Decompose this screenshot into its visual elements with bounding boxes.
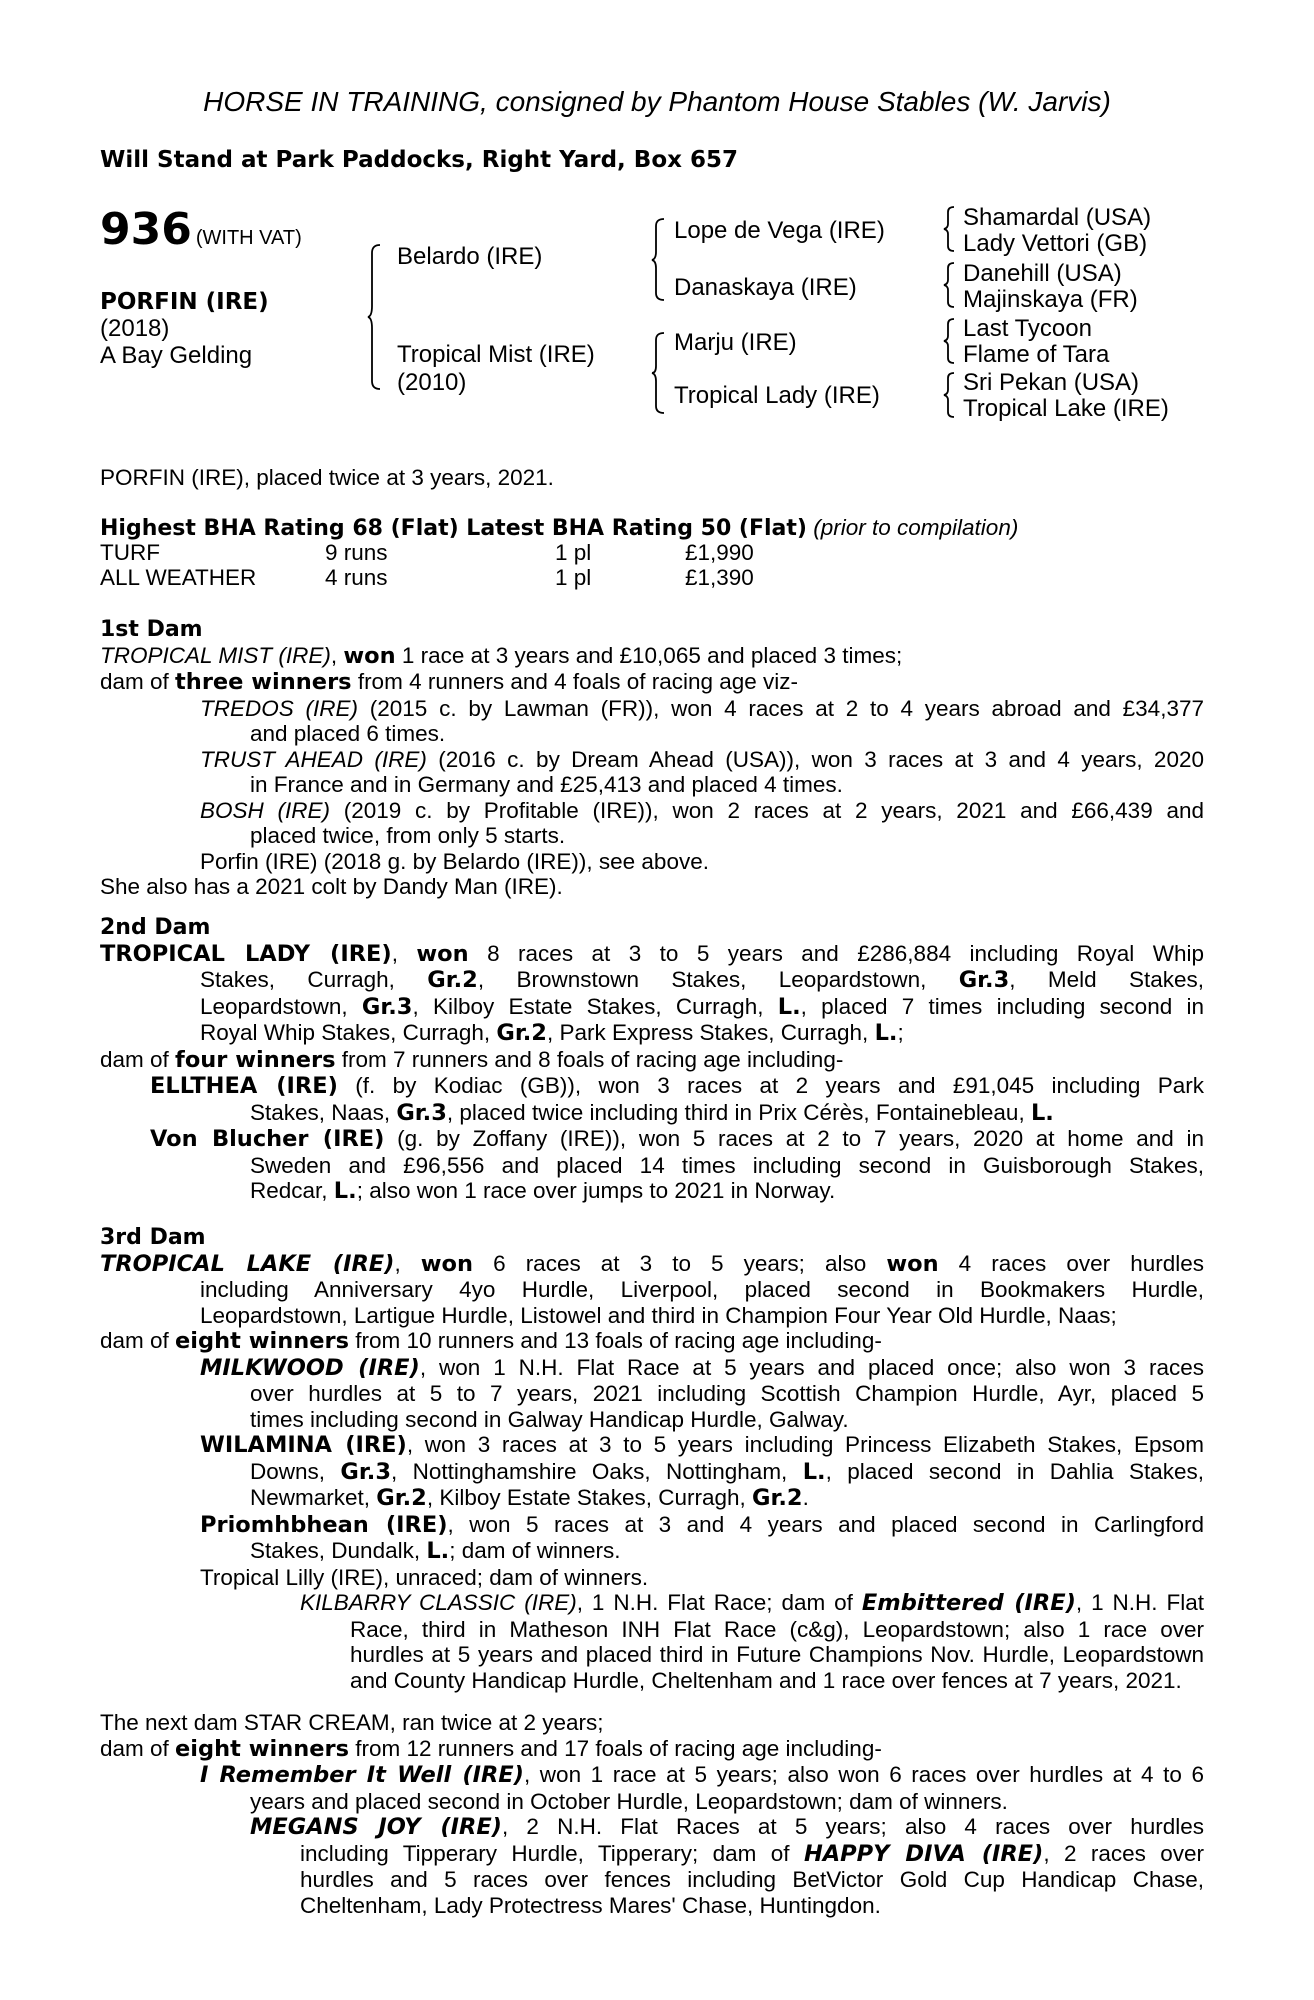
stand-location: Will Stand at Park Paddocks, Right Yard, Box 657	[100, 147, 738, 173]
dam-year: (2010)	[397, 369, 467, 396]
vat-note: (WITH VAT)	[195, 227, 302, 249]
text-line: ELLTHEA (IRE) (f. by Kodiac (GB)), won 3 races at 2 years and £91,045 including Park	[150, 1073, 1204, 1099]
second-dam-section	[100, 915, 1204, 1205]
brace-sire-parents	[652, 218, 666, 301]
text-line: including Tipperary Hurdle, Tipperary; dam of HAPPY DIVA (IRE), 2 races over	[300, 1840, 1205, 1867]
text-line: She also has a 2021 colt by Dandy Man (IRE).	[100, 874, 563, 899]
lot-number: 936	[100, 204, 192, 255]
text-line: Stakes, Curragh, Gr.2, Brownstown Stakes, Leopardstown, Gr.3, Meld Stakes,	[200, 967, 1205, 993]
text-line: Sweden and £96,556 and placed 14 times including second in Guisborough Stakes,	[250, 1152, 1204, 1178]
text-line: I Remember It Well (IRE), won 1 race at 5 years; also won 6 races over hurdles at 4 to 6	[200, 1762, 1204, 1788]
ancestor-1: Shamardal (USA)	[963, 204, 1152, 231]
brace-dam-parents	[652, 332, 666, 414]
text-line: Leopardstown, Lartigue Hurdle, Listowel and third in Champion Four Year Old Hurdle, Naas;	[200, 1302, 1117, 1328]
text-line: Priomhbhean (IRE), won 5 races at 3 and 4 years and placed second in Carlingford	[200, 1511, 1204, 1538]
ancestor-6: Flame of Tara	[963, 341, 1110, 368]
text-line: in France and in Germany and £25,413 and placed 4 times.	[250, 772, 843, 797]
text-line: Stakes, Naas, Gr.3, placed twice including third in Prix Cérès, Fontainebleau, L.	[250, 1099, 1054, 1126]
text-line: times including second in Galway Handicap Hurdle, Galway.	[250, 1406, 849, 1432]
horse-description: A Bay Gelding	[100, 342, 253, 369]
text-line: Leopardstown, Gr.3, Kilboy Estate Stakes, Curragh, L., placed 7 times including second in	[200, 993, 1205, 1020]
sire-sire: Lope de Vega (IRE)	[674, 217, 885, 244]
text-line: dam of three winners from 4 runners and 4 foals of racing age viz-	[100, 669, 799, 695]
text-line: Royal Whip Stakes, Curragh, Gr.2, Park Express Stakes, Curragh, L.;	[200, 1020, 904, 1046]
text-line: placed twice, from only 5 starts.	[250, 823, 566, 848]
section-heading: 2nd Dam	[100, 915, 211, 940]
ancestor-8: Tropical Lake (IRE)	[963, 395, 1169, 422]
sire-dam: Danaskaya (IRE)	[674, 274, 857, 301]
text-line: Tropical Lilly (IRE), unraced; dam of winners.	[200, 1564, 649, 1590]
text-line: Stakes, Dundalk, L.; dam of winners.	[250, 1538, 621, 1564]
next-dam-section	[100, 1710, 1204, 1918]
record-surface: TURF	[100, 540, 160, 565]
record-surface: ALL WEATHER	[100, 565, 257, 590]
text-line: TROPICAL LADY (IRE), won 8 races at 3 to 5 years and £286,884 including Royal Whip	[100, 940, 1205, 967]
text-line: TROPICAL MIST (IRE), won 1 race at 3 years and £10,065 and placed 3 times;	[100, 642, 903, 669]
text-line: dam of eight winners from 12 runners and 17 foals of racing age including-	[100, 1735, 882, 1762]
brace-g2	[944, 262, 956, 308]
brace-g3	[944, 318, 956, 364]
sire-name: Belardo (IRE)	[397, 243, 543, 270]
text-line: Race, third in Matheson INH Flat Race (c&g), Leopardstown; also 1 race over	[350, 1616, 1204, 1642]
horse-name: PORFIN (IRE)	[100, 289, 269, 315]
text-line: TROPICAL LAKE (IRE), won 6 races at 3 to 5 years; also won 4 races over hurdles	[100, 1250, 1204, 1277]
record-runs: 4 runs	[325, 565, 388, 590]
text-line: hurdles at 5 years and placed third in Future Champions Nov. Hurdle, Leopardstown	[350, 1642, 1204, 1667]
race-summary: PORFIN (IRE), placed twice at 3 years, 2021.	[100, 465, 554, 490]
text-line: Redcar, L.; also won 1 race over jumps to 2021 in Norway.	[250, 1178, 836, 1204]
text-line: over hurdles at 5 to 7 years, 2021 including Scottish Champion Hurdle, Ayr, placed 5	[250, 1381, 1204, 1406]
record-earnings: £1,990	[685, 540, 754, 565]
first-dam-section	[100, 617, 1204, 900]
lot-number-line	[100, 205, 302, 255]
brace-sire-dam	[368, 244, 382, 390]
dam-dam: Tropical Lady (IRE)	[674, 382, 880, 409]
text-line: TRUST AHEAD (IRE) (2016 c. by Dream Ahead (USA)), won 3 races at 3 and 4 years, 2020	[200, 746, 1204, 772]
ratings-heading: Highest BHA Rating 68 (Flat) Latest BHA Rating 50 (Flat)	[100, 516, 807, 541]
record-runs: 9 runs	[325, 540, 388, 565]
text-line: Downs, Gr.3, Nottinghamshire Oaks, Nottingham, L., placed second in Dahlia Stakes,	[250, 1458, 1204, 1485]
record-placed: 1 pl	[555, 565, 592, 590]
text-line: TREDOS (IRE) (2015 c. by Lawman (FR)), won 4 races at 2 to 4 years abroad and £34,377	[200, 695, 1204, 721]
record-placed: 1 pl	[555, 540, 592, 565]
text-line: Newmarket, Gr.2, Kilboy Estate Stakes, Curragh, Gr.2.	[250, 1485, 809, 1511]
text-line: MILKWOOD (IRE), won 1 N.H. Flat Race at 5 years and placed once; also won 3 races	[200, 1354, 1204, 1381]
text-line: years and placed second in October Hurdle, Leopardstown; dam of winners.	[250, 1788, 1008, 1814]
text-line: BOSH (IRE) (2019 c. by Profitable (IRE)), won 2 races at 2 years, 2021 and £66,439 and	[200, 797, 1204, 823]
text-line: The next dam STAR CREAM, ran twice at 2 years;	[100, 1710, 604, 1735]
text-line: including Anniversary 4yo Hurdle, Liverpool, placed second in Bookmakers Hurdle,	[200, 1277, 1204, 1302]
brace-g1	[944, 206, 956, 252]
bha-ratings	[100, 515, 1018, 542]
text-line: Von Blucher (IRE) (g. by Zoffany (IRE)), won 5 races at 2 to 7 years, 2020 at home and in	[150, 1126, 1204, 1152]
text-line: and placed 6 times.	[250, 721, 446, 746]
brace-g4	[944, 372, 956, 418]
dam-name: Tropical Mist (IRE)	[397, 341, 595, 368]
text-line: hurdles and 5 races over fences including BetVictor Gold Cup Handicap Chase,	[300, 1867, 1204, 1892]
ancestor-4: Majinskaya (FR)	[963, 286, 1138, 313]
section-heading: 3rd Dam	[100, 1225, 206, 1250]
section-heading: 1st Dam	[100, 617, 203, 642]
text-line: MEGANS JOY (IRE), 2 N.H. Flat Races at 5 years; also 4 races over hurdles	[250, 1814, 1205, 1840]
dam-sire: Marju (IRE)	[674, 329, 797, 356]
record-earnings: £1,390	[685, 565, 754, 590]
text-line: dam of four winners from 7 runners and 8 foals of racing age including-	[100, 1046, 844, 1073]
text-line: Cheltenham, Lady Protectress Mares' Chase, Huntingdon.	[300, 1892, 881, 1918]
foaling-year: (2018)	[100, 315, 170, 342]
ratings-note: (prior to compilation)	[813, 515, 1019, 540]
consignment-title: HORSE IN TRAINING, consigned by Phantom House Stables (W. Jarvis)	[203, 86, 1111, 117]
ancestor-2: Lady Vettori (GB)	[963, 230, 1148, 257]
text-line: dam of eight winners from 10 runners and 13 foals of racing age including-	[100, 1328, 882, 1354]
text-line: KILBARRY CLASSIC (IRE), 1 N.H. Flat Race; dam of Embittered (IRE), 1 N.H. Flat	[300, 1590, 1204, 1616]
ancestor-5: Last Tycoon	[963, 315, 1092, 342]
ancestor-3: Danehill (USA)	[963, 260, 1122, 287]
third-dam-section	[100, 1225, 1204, 1693]
text-line: and County Handicap Hurdle, Cheltenham and 1 race over fences at 7 years, 2021.	[350, 1667, 1182, 1693]
text-line: Porfin (IRE) (2018 g. by Belardo (IRE)), see above.	[200, 848, 709, 874]
text-line: WILAMINA (IRE), won 3 races at 3 to 5 years including Princess Elizabeth Stakes, Epsom	[200, 1432, 1204, 1458]
ancestor-7: Sri Pekan (USA)	[963, 369, 1140, 396]
